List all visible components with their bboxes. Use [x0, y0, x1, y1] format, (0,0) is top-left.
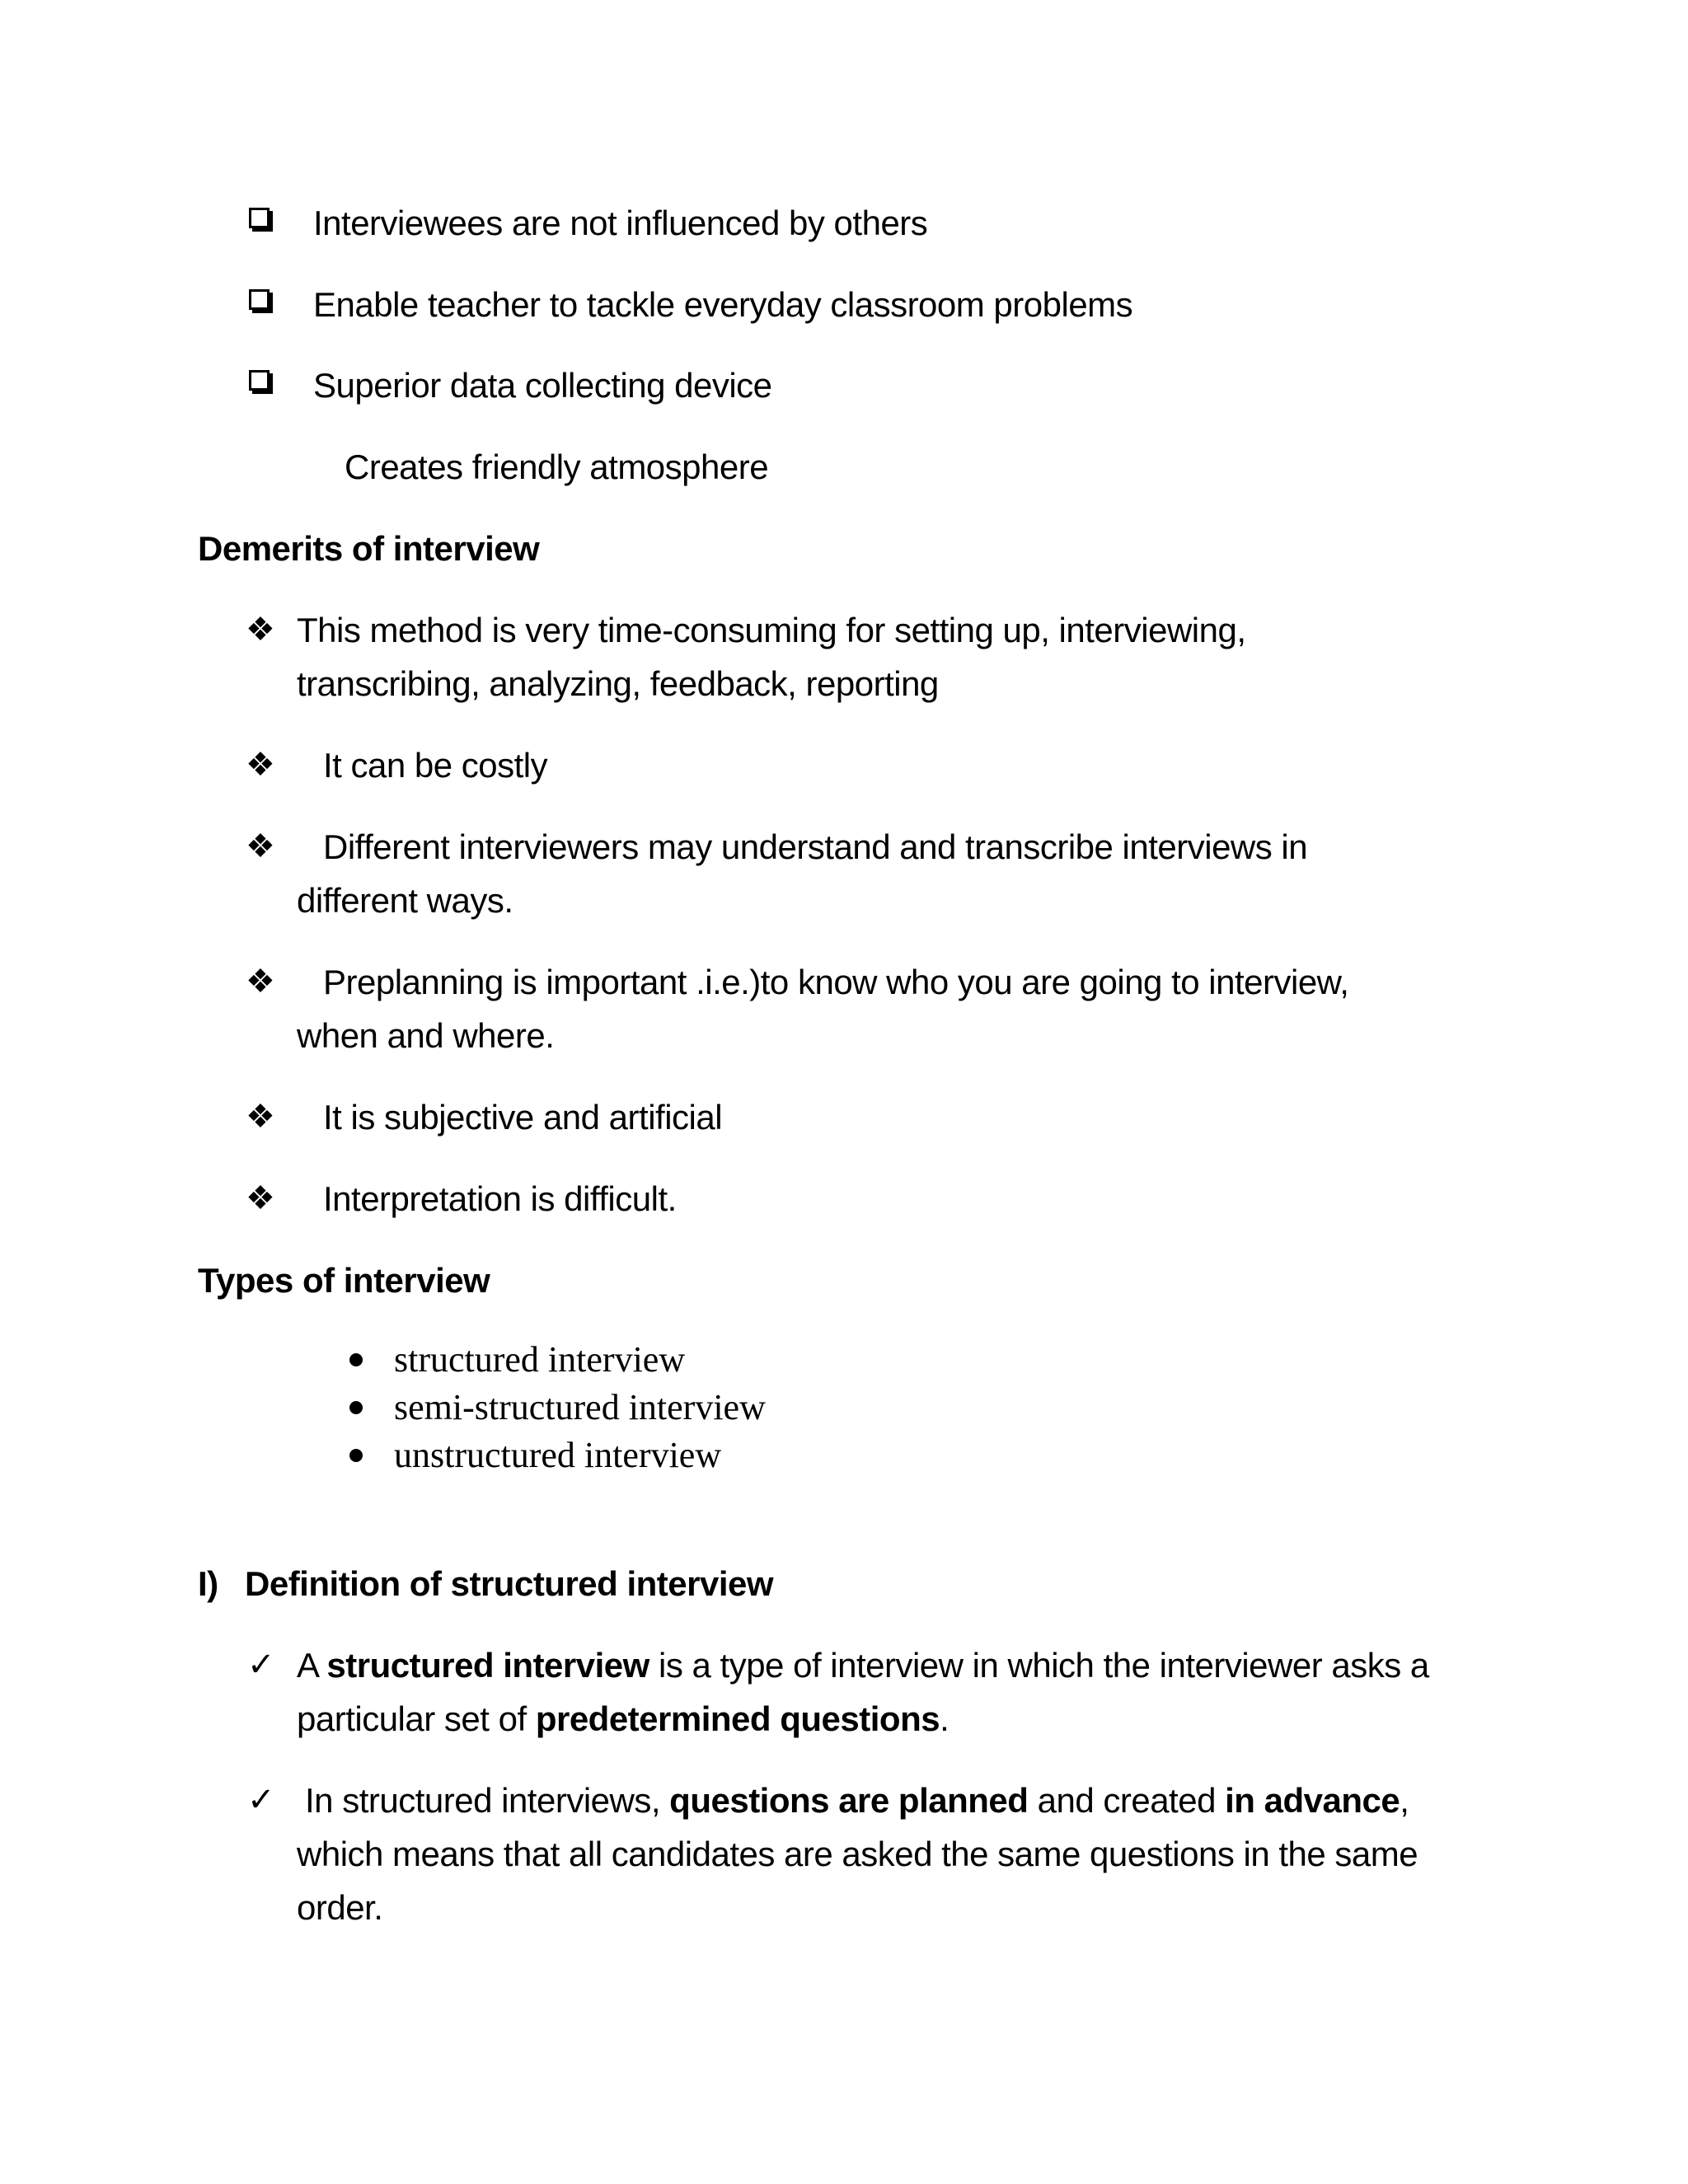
demerit-item-1-line-2: transcribing, analyzing, feedback, reporting — [297, 664, 939, 703]
type-item-2: semi-structured interview — [394, 1387, 766, 1427]
definition-paragraph-2-line-3: order. — [297, 1888, 383, 1927]
diamond-bullet-icon: ❖ — [246, 612, 275, 648]
demerits-heading: Demerits of interview — [198, 529, 540, 568]
diamond-bullet-icon: ❖ — [246, 1099, 275, 1135]
demerit-item-3-line-2: different ways. — [297, 881, 513, 920]
definition-paragraph-2-line-1: In structured interviews, questions are planned and created in advance, — [305, 1781, 1409, 1820]
types-heading: Types of interview — [198, 1261, 490, 1300]
demerit-item-1-line-1: This method is very time-consuming for setting up, interviewing, — [297, 611, 1246, 649]
definition-paragraph-1-line-2: particular set of predetermined questions. — [297, 1699, 950, 1738]
merit-item-2: Enable teacher to tackle everyday classroom problems — [313, 285, 1133, 324]
round-bullet-icon — [349, 1449, 363, 1462]
checkbox-bullet-icon — [249, 289, 270, 310]
diamond-bullet-icon: ❖ — [246, 747, 275, 783]
diamond-bullet-icon: ❖ — [246, 1180, 275, 1216]
demerit-item-5: It is subjective and artificial — [323, 1098, 723, 1137]
demerit-item-4-line-1: Preplanning is important .i.e.)to know who you are going to interview, — [323, 963, 1349, 1001]
round-bullet-icon — [349, 1401, 363, 1414]
demerit-item-2: It can be costly — [323, 746, 548, 785]
definition-heading: Definition of structured interview — [245, 1564, 774, 1603]
merit-item-extra: Creates friendly atmosphere — [345, 448, 769, 486]
round-bullet-icon — [349, 1353, 363, 1366]
diamond-bullet-icon: ❖ — [246, 828, 275, 865]
checkmark-bullet-icon: ✓ — [247, 1782, 275, 1818]
merit-item-1: Interviewees are not influenced by others — [313, 204, 928, 242]
demerit-item-4-line-2: when and where. — [297, 1016, 555, 1055]
checkbox-bullet-icon — [249, 370, 270, 391]
demerit-item-6: Interpretation is difficult. — [323, 1179, 677, 1218]
checkmark-bullet-icon: ✓ — [247, 1647, 275, 1683]
definition-number: I) — [198, 1564, 218, 1603]
definition-paragraph-2-line-2: which means that all candidates are asked the same questions in the same — [297, 1835, 1418, 1873]
type-item-1: structured interview — [394, 1339, 686, 1380]
merit-item-3: Superior data collecting device — [313, 366, 772, 405]
type-item-3: unstructured interview — [394, 1435, 722, 1475]
demerit-item-3-line-1: Different interviewers may understand and transcribe interviews in — [323, 827, 1308, 866]
checkbox-bullet-icon — [249, 208, 270, 228]
diamond-bullet-icon: ❖ — [246, 963, 275, 1000]
definition-paragraph-1-line-1: A structured interview is a type of interview in which the interviewer asks a — [297, 1646, 1429, 1685]
